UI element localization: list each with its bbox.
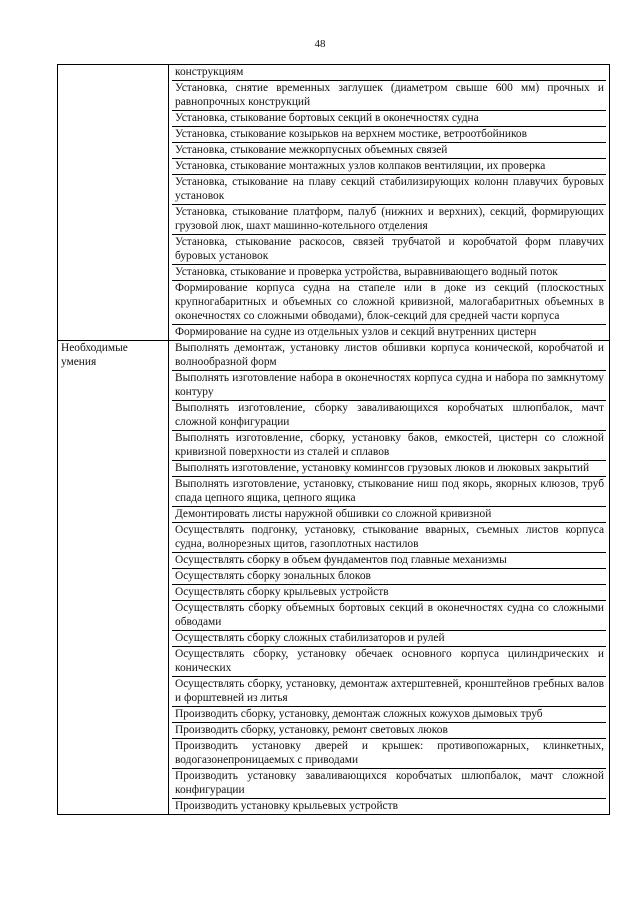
list-item: Выполнять изготовление, установку комингсов грузовых люков и люковых закрытий: [172, 461, 606, 477]
list-item: Формирование корпуса судна на стапеле или в доке из секций (плоскостных крупногабаритных и объемных со сложной кривизной, малогабаритных объемных в оконечностях со сложными обводами), блок-секций для средней части корпуса: [172, 281, 606, 325]
list-item: Выполнять демонтаж, установку листов обшивки корпуса конической, коробчатой и волнообразной форм: [172, 341, 606, 371]
list-item: Производить установку крыльевых устройств: [175, 800, 398, 812]
section-label: [58, 65, 169, 341]
list-item: Установка, стыкование бортовых секций в оконечностях судна: [172, 111, 606, 127]
table-row: [58, 65, 610, 341]
list-item: конструкциям: [172, 65, 606, 81]
list-item: Выполнять изготовление, сборку заваливающихся коробчатых шлюпбалок, мачт сложной конфигурации: [172, 401, 606, 431]
table-row: [58, 341, 610, 815]
list-item: Установка, стыкование монтажных узлов колпаков вентиляции, их проверка: [172, 159, 606, 175]
list-item: Осуществлять сборку в объем фундаментов под главные механизмы: [172, 553, 606, 569]
list-item: Осуществлять сборку сложных стабилизаторов и рулей: [172, 631, 606, 647]
list-item: Установка, стыкование раскосов, связей трубчатой и коробчатой форм плавучих буровых установок: [172, 235, 606, 265]
list-item: Демонтировать листы наружной обшивки со сложной кривизной: [172, 507, 606, 523]
list-item: Установка, стыкование и проверка устройства, выравнивающего водный поток: [172, 265, 606, 281]
section-items: [169, 65, 610, 341]
requirements-table: [57, 64, 610, 815]
section-items: [169, 341, 610, 815]
page-number: 48: [314, 38, 326, 50]
section-label: Необходимые умения: [58, 341, 169, 815]
list-item: Осуществлять сборку, установку, демонтаж ахтерштевней, кронштейнов гребных валов и форштевней из литья: [172, 677, 606, 707]
list-item: Осуществлять сборку крыльевых устройств: [172, 585, 606, 601]
list-item: Осуществлять сборку зональных блоков: [172, 569, 606, 585]
list-item: Установка, стыкование платформ, палуб (нижних и верхних), секций, формирующих грузовой люк, шахт машинно-котельного отделения: [172, 205, 606, 235]
list-item: Производить сборку, установку, демонтаж сложных кожухов дымовых труб: [172, 707, 606, 723]
list-item: Производить сборку, установку, ремонт световых люков: [172, 723, 606, 739]
list-item: Выполнять изготовление, сборку, установку баков, емкостей, цистерн со сложной кривизной поверхности из сталей и сплавов: [172, 431, 606, 461]
list-item: Формирование на судне из отдельных узлов и секций внутренних цистерн: [175, 326, 537, 338]
list-item: Выполнять изготовление набора в оконечностях корпуса судна и набора по замкнутому контуру: [172, 371, 606, 401]
list-item: Выполнять изготовление, установку, стыкование ниш под якорь, якорных клюзов, труб спада цепного ящика, цепного ящика: [172, 477, 606, 507]
list-item: Производить установку заваливающихся коробчатых шлюпбалок, мачт сложной конфигурации: [172, 769, 606, 799]
list-item: Производить установку дверей и крышек: противопожарных, клинкетных, водогазонепроницаемых с приводами: [172, 739, 606, 769]
list-item: Осуществлять сборку, установку обечаек основного корпуса цилиндрических и конических: [172, 647, 606, 677]
list-item: Осуществлять сборку объемных бортовых секций в оконечностях судна со сложными обводами: [172, 601, 606, 631]
list-item: Установка, стыкование козырьков на верхнем мостике, ветроотбойников: [172, 127, 606, 143]
list-item: Осуществлять подгонку, установку, стыкование вварных, съемных листов корпуса судна, волнорезных щитов, газоплотных настилов: [172, 523, 606, 553]
list-item: Установка, стыкование на плаву секций стабилизирующих колонн плавучих буровых установок: [172, 175, 606, 205]
list-item: Установка, стыкование межкорпусных объемных связей: [172, 143, 606, 159]
list-item: Установка, снятие временных заглушек (диаметром свыше 600 мм) прочных и равнопрочных конструкций: [172, 81, 606, 111]
